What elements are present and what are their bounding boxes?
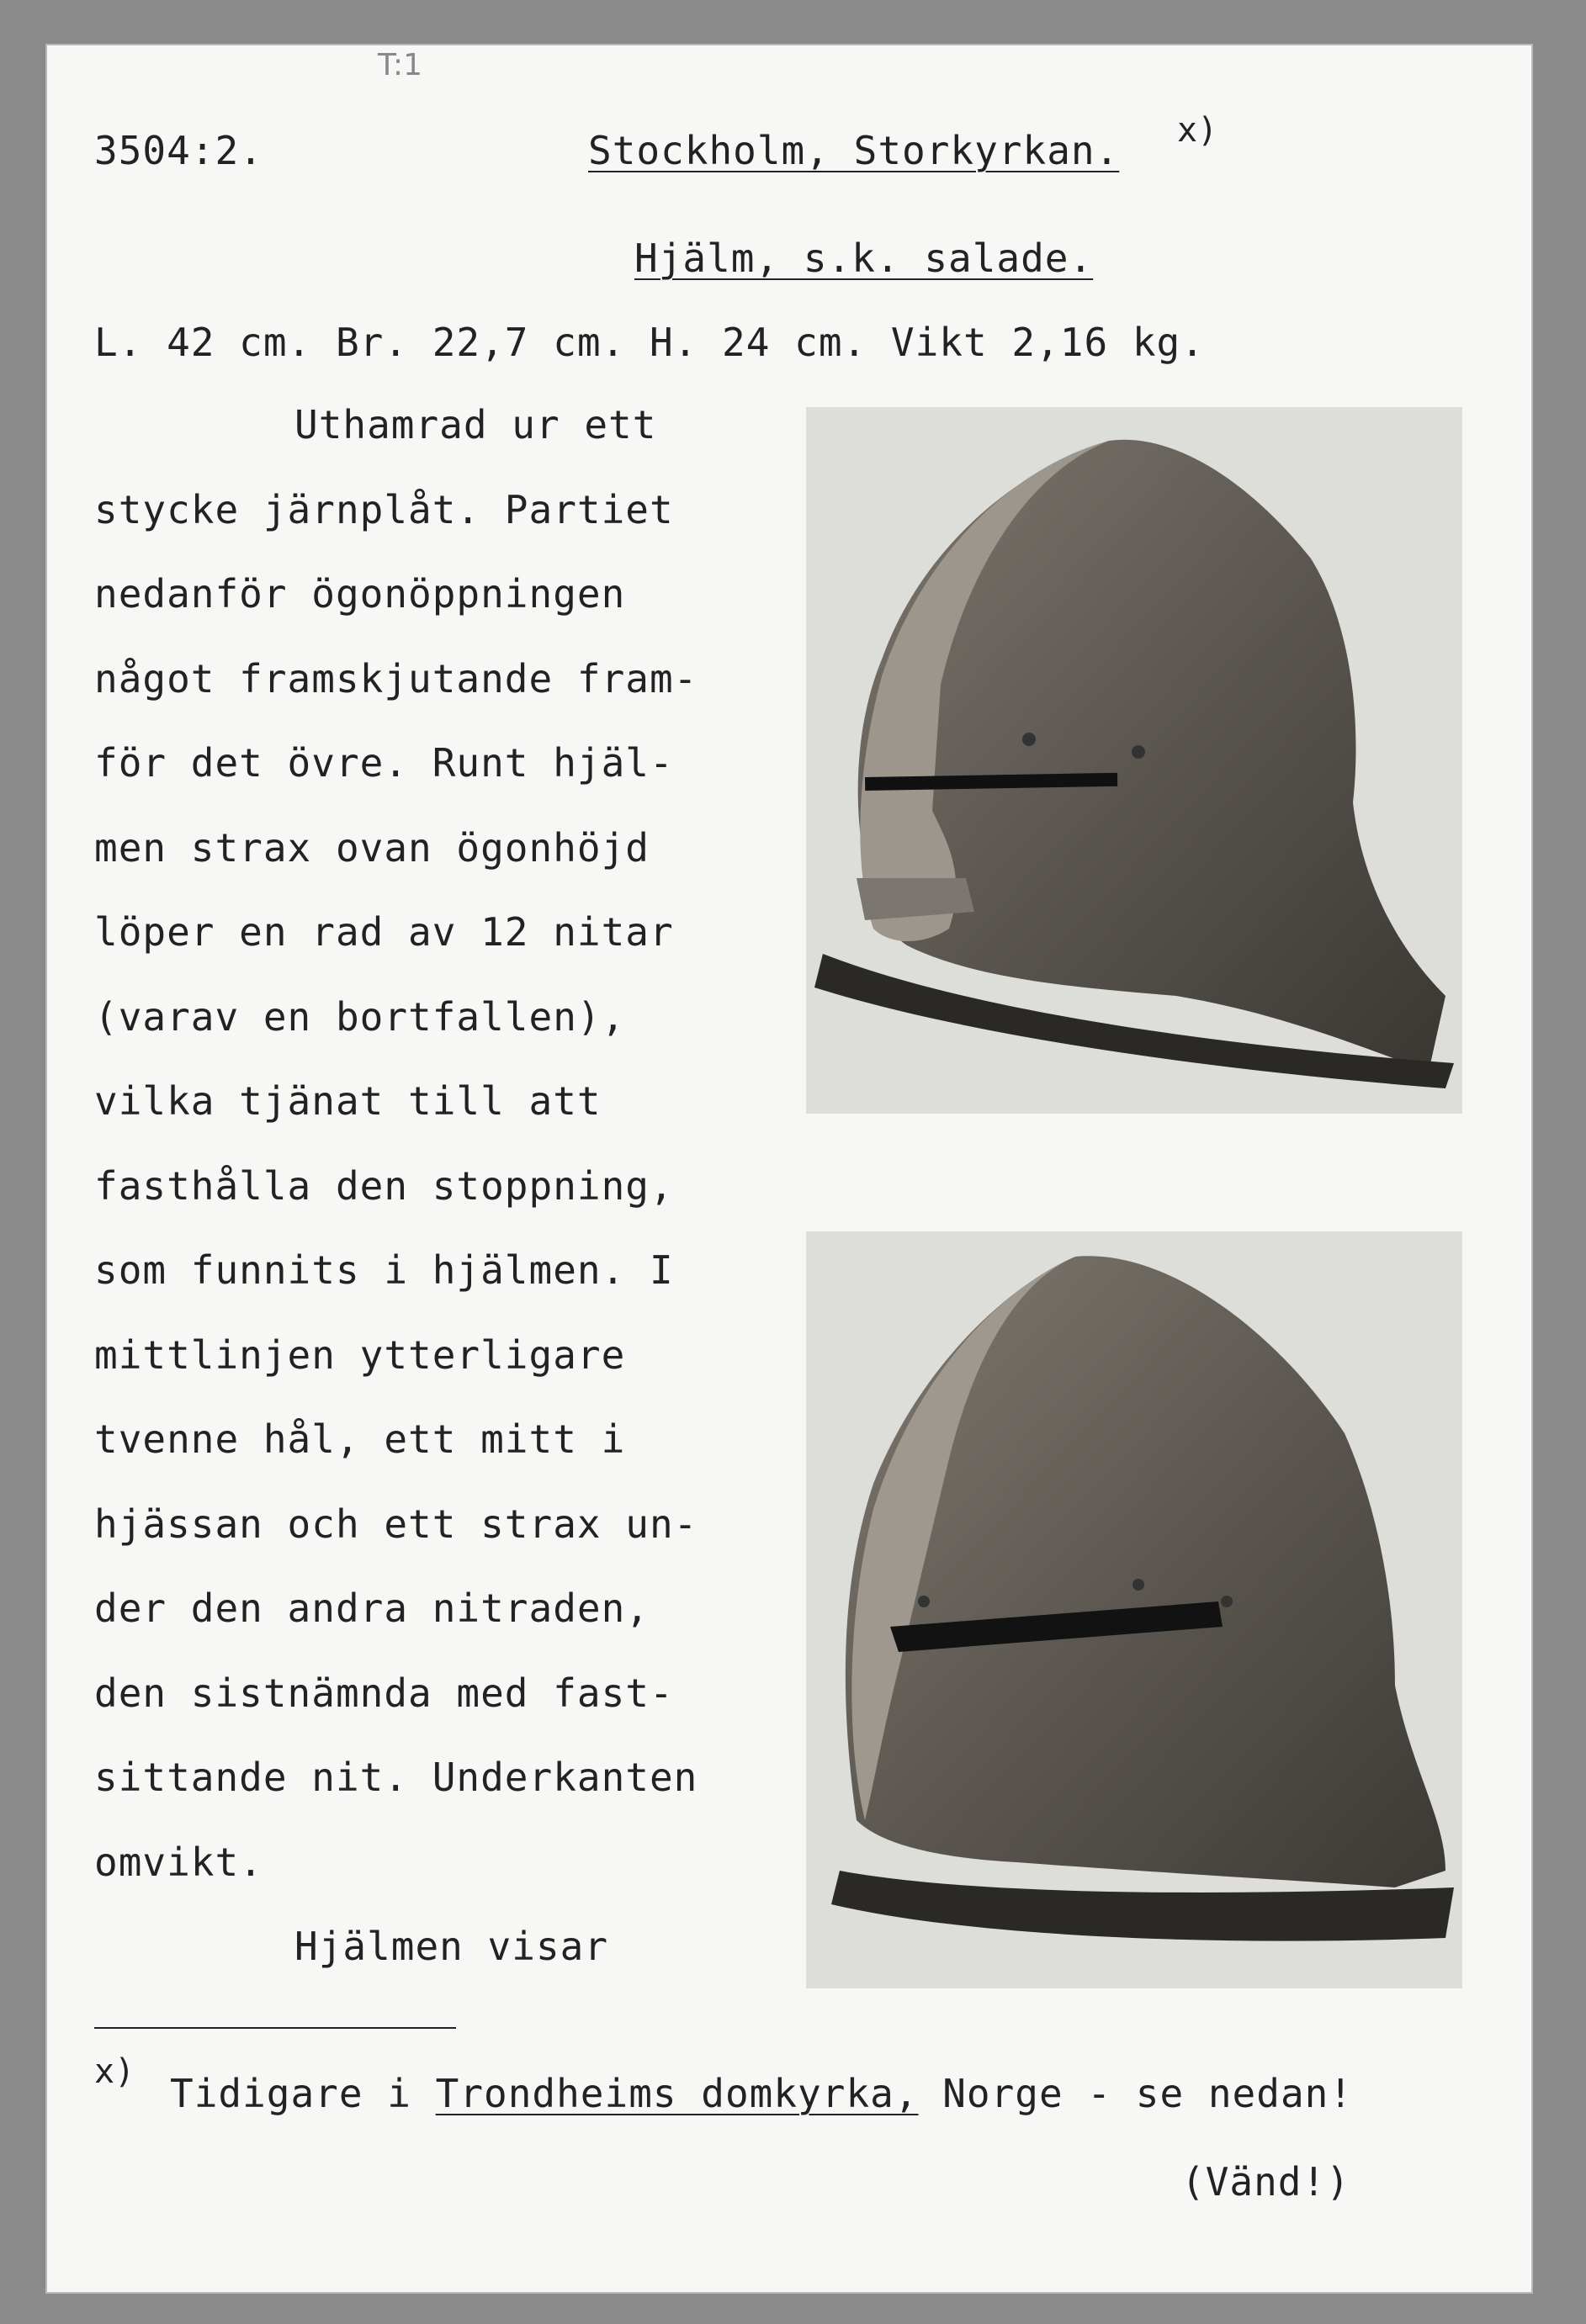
helmet-front-image xyxy=(806,1231,1462,1988)
catalog-number: 3504:2. xyxy=(94,128,263,173)
description-line: den sistnämnda med fast- xyxy=(94,1670,674,1716)
description-line: sittande nit. Underkanten xyxy=(94,1755,698,1800)
description-line: Uthamrad ur ett xyxy=(294,402,657,447)
footnote-linked-place: Trondheims domkyrka, xyxy=(435,2071,919,2116)
location-heading: Stockholm, Storkyrkan. xyxy=(588,128,1120,173)
description-line: omvikt. xyxy=(94,1840,263,1885)
description-line: der den andra nitraden, xyxy=(94,1586,650,1631)
dimensions: L. 42 cm. Br. 22,7 cm. H. 24 cm. Vikt 2,16 kg. xyxy=(94,320,1205,365)
helmet-side-image xyxy=(806,407,1462,1114)
footnote-text xyxy=(170,2071,1353,2116)
description-line: som funnits i hjälmen. I xyxy=(94,1247,674,1293)
helmet-photo-front xyxy=(806,1231,1462,1988)
object-title: Hjälm, s.k. salade. xyxy=(634,236,1094,281)
description-line: fasthålla den stoppning, xyxy=(94,1163,674,1209)
footnote-prefix: Tidigare i xyxy=(170,2071,436,2116)
footnote-marker: x) xyxy=(1177,111,1218,150)
description-line: löper en rad av 12 nitar xyxy=(94,909,674,955)
description-line: men strax ovan ögonhöjd xyxy=(94,825,650,871)
catalog-card xyxy=(45,44,1533,2294)
description-line: stycke järnplåt. Partiet xyxy=(94,487,674,532)
description-line: mittlinjen ytterligare xyxy=(94,1332,626,1378)
description-line: vilka tjänat till att xyxy=(94,1078,602,1124)
footnote-rule xyxy=(94,2027,456,2029)
description-line: något framskjutande fram- xyxy=(94,656,698,701)
description-line: (varav en bortfallen), xyxy=(94,994,626,1040)
footnote-marker-bottom: x) xyxy=(94,2052,135,2091)
description-line: hjässan och ett strax un- xyxy=(94,1501,698,1547)
description-line: Hjälmen visar xyxy=(294,1924,609,1969)
turn-note: (Vänd!) xyxy=(1181,2159,1350,2205)
helmet-photo-side xyxy=(806,407,1462,1114)
footnote-suffix: Norge - se nedan! xyxy=(918,2071,1354,2116)
description-line: tvenne hål, ett mitt i xyxy=(94,1416,626,1462)
description-line: nedanför ögonöppningen xyxy=(94,571,626,617)
description-line: för det övre. Runt hjäl- xyxy=(94,740,674,786)
pencil-mark: T:1 xyxy=(378,48,423,82)
